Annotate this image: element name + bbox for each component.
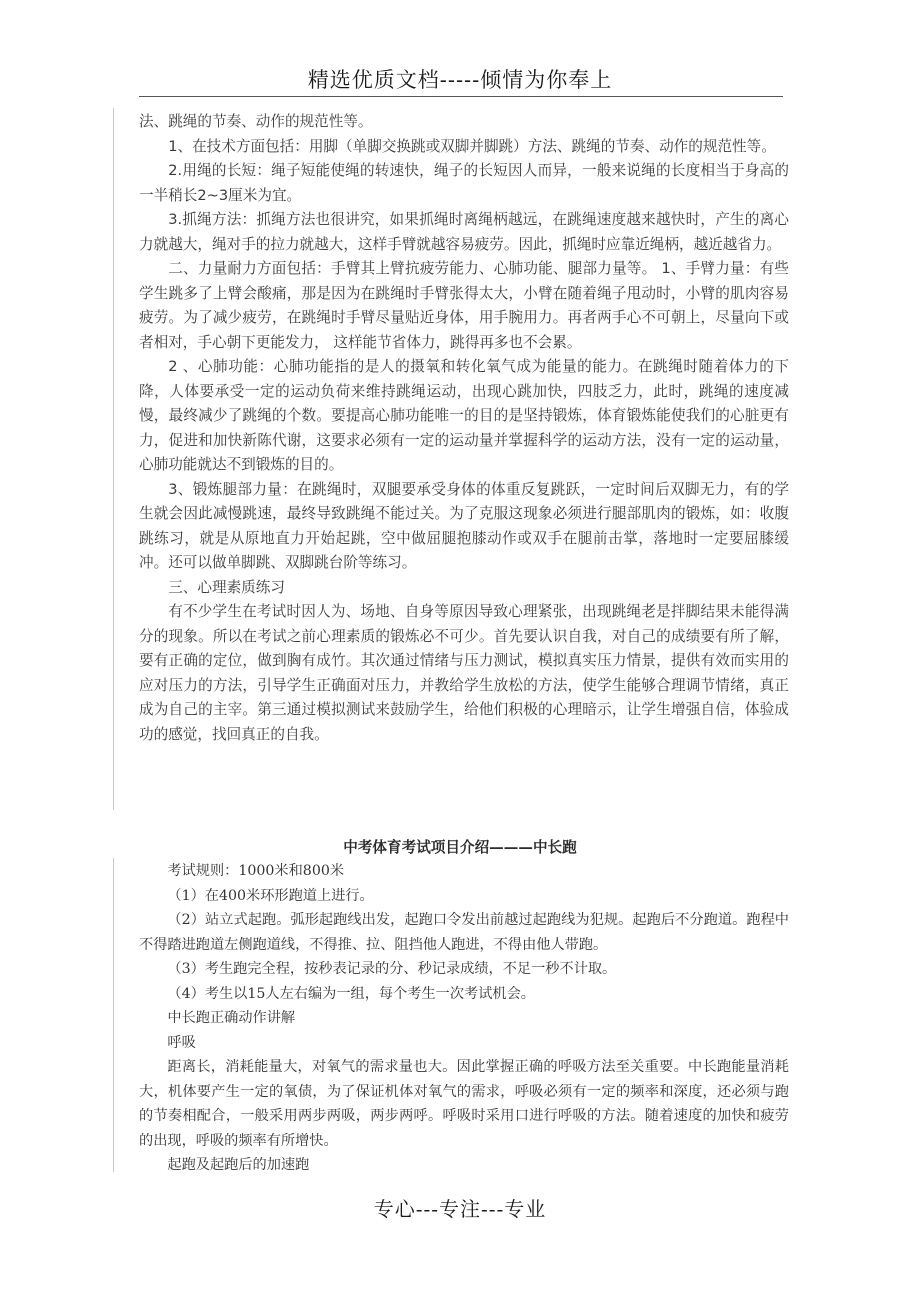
list-item: （4）考生以15人左右编为一组，每个考生一次考试机会。 bbox=[167, 985, 535, 1002]
paragraph: 有不少学生在考试时因人为、场地、自身等原因导致心理紧张，出现跳绳老是拌脚结果未能得满分的现象。所以在考试之前心理素质的锻炼必不可少。首先要认识自我，对自己的成绩要有所了解，要有正确的定位，做到胸有成竹。其次通过情绪与压力测试，模拟真实压力情景，提供有效而实用的应对压力的方法，引导学生正确面对压力，并教给学生放松的方法，使学生能够合理调节情绪，真正成为自己的主宰。第三通过模拟测试来鼓励学生，给他们积极的心理暗示，让学生增强自信，体验成功的感觉，找回真正的自我。 bbox=[139, 603, 789, 743]
paragraph: 3.抓绳方法：抓绳方法也很讲究，如果抓绳时离绳柄越远，在跳绳速度越来越快时，产生的离心力就越大，绳对手的拉力就越大，这样手臂就越容易疲劳。因此，抓绳时应靠近绳柄，越近越省力。 bbox=[139, 211, 789, 253]
document-header: 精选优质文档-----倾情为你奉上 bbox=[307, 68, 613, 92]
paragraph: 1、在技术方面包括：用脚（单脚交换跳或双脚并脚跳）方法、跳绳的节奏、动作的规范性等。 bbox=[168, 137, 776, 155]
section-subheading: 中长跑正确动作讲解 bbox=[167, 1010, 296, 1026]
margin-line bbox=[113, 858, 114, 1172]
section-middle-distance-run bbox=[139, 859, 789, 1178]
margin-line bbox=[113, 108, 114, 810]
section-subheading: 三、心理素质练习 bbox=[168, 578, 285, 596]
paragraph: 二、力量耐力方面包括：手臂其上臂抗疲劳能力、心肺功能、腿部力量等。 1、手臂力量：有些学生跳多了上臂会酸痛，那是因为在跳绳时手臂张得太大，小臂在随着绳子甩动时，小臂的肌肉容易疲劳。为了减少疲劳，在跳绳时手臂尽量贴近身体，用手腕用力。再者两手心不可朝上，尽量向下或者相对，手心朝下更能发力， 这样能节省体力，跳得再多也不会累。 bbox=[139, 260, 789, 351]
list-item: （1）在400米环形跑道上进行。 bbox=[167, 887, 374, 904]
paragraph: 考试规则：1000米和800米 bbox=[167, 863, 345, 879]
paragraph: 2 、心肺功能：心肺功能指的是人的摄氧和转化氧气成为能量的能力。在跳绳时随着体力的下降，人体要承受一定的运动负荷来维持跳绳运动，出现心跳加快，四肢乏力，此时，跳绳的速度减慢，最终减少了跳绳的个数。要提高心肺功能唯一的目的是坚持锻炼，体育锻炼能使我们的心脏更有力，促进和加快新陈代谢，这要求必须有一定的运动量并掌握科学的运动方法，没有一定的运动量，心肺功能就达不到锻炼的目的。 bbox=[139, 358, 789, 473]
list-item: （3）考生跑完全程，按秒表记录的分、秒记录成绩，不足一秒不计取。 bbox=[167, 961, 617, 977]
section-jump-rope bbox=[139, 110, 789, 747]
paragraph: 法、跳绳的节奏、动作的规范性等。 bbox=[139, 113, 373, 130]
section-title: 中考体育考试项目介绍———中长跑 bbox=[343, 839, 577, 856]
section-subheading: 起跑及起跑后的加速跑 bbox=[167, 1157, 310, 1173]
paragraph: 距离长，消耗能量大，对氧气的需求量也大。因此掌握正确的呼吸方法至关重要。中长跑能量消耗大，机体要产生一定的氧债，为了保证机体对氧气的需求，呼吸必须有一定的频率和深度，还必须与跑的节奏相配合，一般采用两步两吸，两步两呼。呼吸时采用口进行呼吸的方法。随着速度的加快和疲劳的出现，呼吸的频率有所增快。 bbox=[139, 1059, 789, 1149]
paragraph: 3、锻炼腿部力量：在跳绳时，双腿要承受身体的体重反复跳跃，一定时间后双脚无力，有的学生就会因此减慢跳速，最终导致跳绳不能过关。为了克服这现象必须进行腿部肌肉的锻炼，如：收腹跳练习，就是从原地直力开始起跳，空中做屈腿抱膝动作或双手在腿前击掌，落地时一定要屈膝缓冲。还可以做单脚跳、双脚跳台阶等练习。 bbox=[139, 480, 789, 571]
document-footer: 专心---专注---专业 bbox=[373, 1197, 547, 1221]
list-item: （2）站立式起跑。弧形起跑线出发，起跑口令发出前越过起跑线为犯规。起跑后不分跑道。跑程中不得踏进跑道左侧跑道线，不得推、拉、阻挡他人跑进，不得由他人带跑。 bbox=[139, 912, 789, 953]
section-subheading: 呼吸 bbox=[167, 1034, 196, 1051]
paragraph: 2.用绳的长短：绳子短能使绳的转速快，绳子的长短因人而异，一般来说绳的长度相当于身高的一半稍长2~3厘米为宜。 bbox=[139, 162, 789, 204]
header-divider bbox=[139, 96, 783, 97]
